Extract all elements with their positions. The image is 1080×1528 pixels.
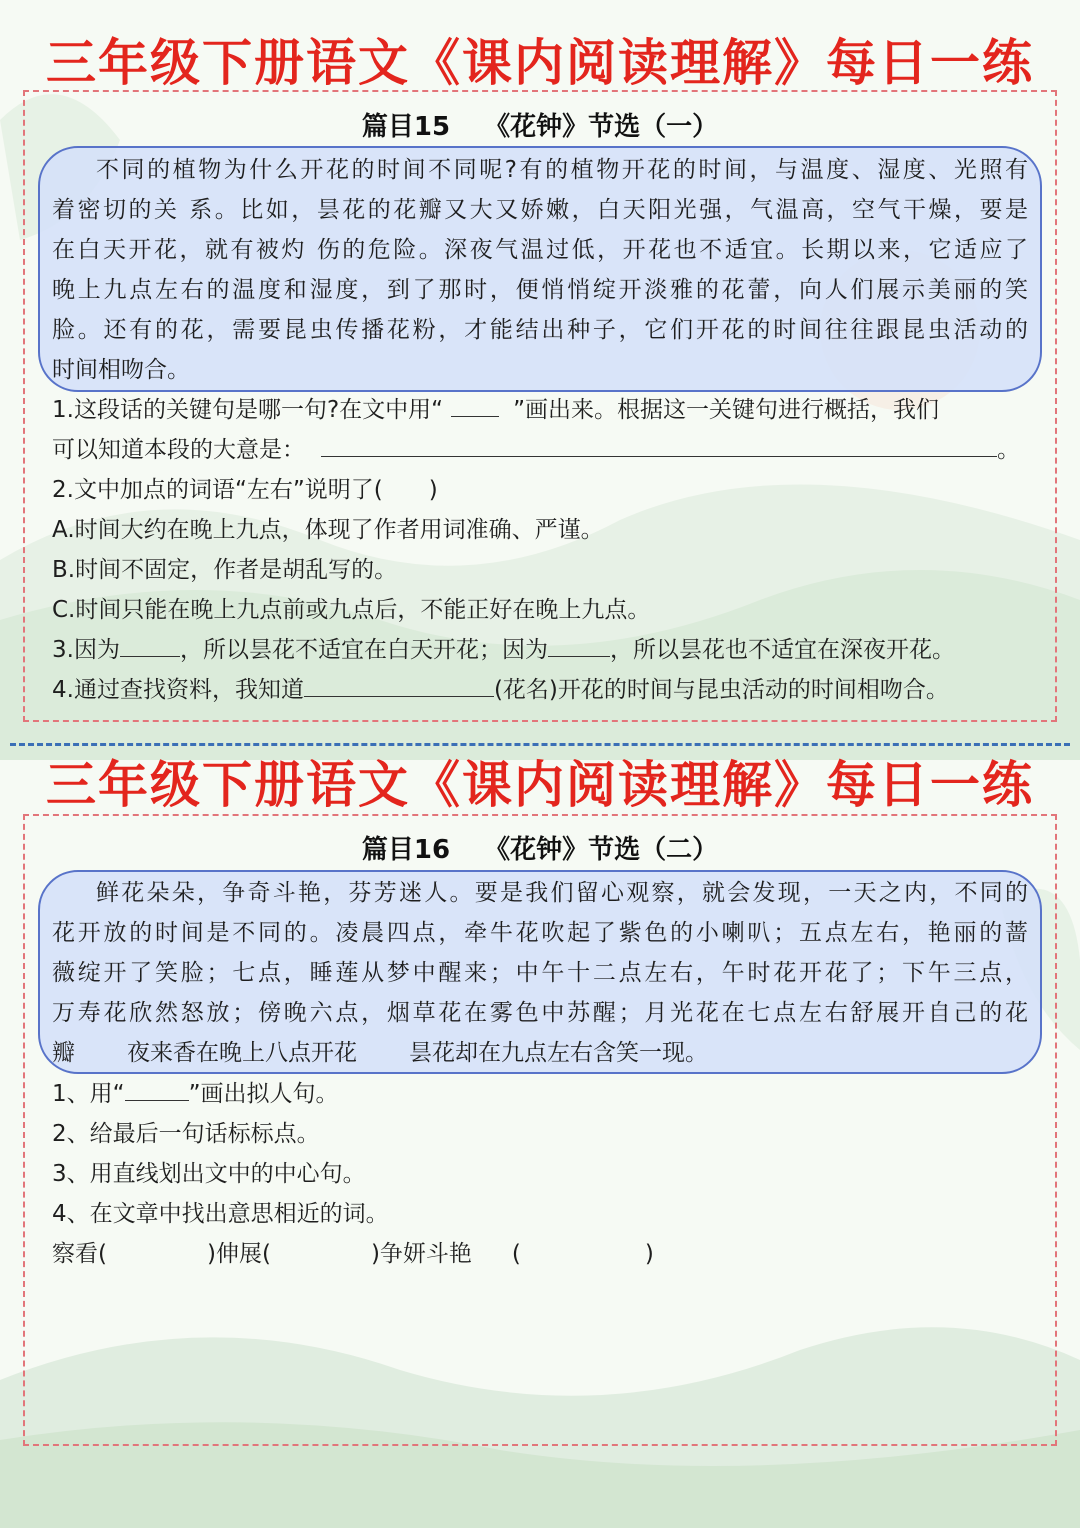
answer-blank[interactable] — [451, 390, 499, 417]
answer-blank[interactable] — [548, 630, 610, 657]
question-4: 4.通过查找资料，我知道 (花名)开花的时间与昆虫活动的时间相吻合。 — [0, 670, 1080, 710]
question-4: 4、在文章中找出意思相近的词。 — [52, 1201, 389, 1227]
question-1-summary: 可以知道本段的大意是： 。 — [0, 430, 1080, 470]
heading-number: 篇目16 — [361, 835, 451, 865]
option-b[interactable]: B.时间不固定，作者是胡乱写的。 — [52, 557, 398, 583]
passage-line: 脸。还有的花，需要昆虫传播花粉，才能结出种子，它们开花的时间往往跟昆虫活动的 — [52, 317, 1028, 343]
page-title: 三年级下册语文《课内阅读理解》每日一练 — [46, 34, 1034, 92]
question-1: 1.这段话的关键句是哪一句?在文中用“ ”画出来。根据这一关键句进行概括，我们 — [0, 390, 1080, 430]
section-heading-2 — [0, 833, 1080, 867]
heading-title: 《花钟》节选（二） — [484, 835, 719, 865]
passage-line: 花开放的时间是不同的。凌晨四点，牵牛花吹起了紫色的小喇叭；五点左右，艳丽的蔷 — [52, 920, 1028, 946]
answer-blank[interactable] — [304, 670, 494, 697]
passage-line: 时间相吻合。 — [52, 357, 190, 383]
heading-number: 篇目15 — [361, 112, 451, 142]
passage-line: 薇绽开了笑脸；七点，睡莲从梦中醒来；中午十二点左右，午时花开花了；下午三点， — [52, 960, 1028, 986]
passage-line: 万寿花欣然怒放；傍晚六点，烟草花在雾色中苏醒；月光花在七点左右舒展开自己的花 — [52, 1000, 1028, 1026]
page-title-2: 三年级下册语文《课内阅读理解》每日一练 — [46, 756, 1034, 814]
question-2: 2.文中加点的词语“左右”说明了( ) — [52, 477, 438, 503]
section-heading-1 — [0, 110, 1080, 144]
passage-line: 不同的植物为什么开花的时间不同呢?有的植物开花的时间，与温度、湿度、光照有 — [96, 157, 1028, 183]
heading-title: 《花钟》节选（一） — [484, 112, 719, 142]
question-3: 3、用直线划出文中的中心句。 — [52, 1161, 366, 1187]
passage-line: 在白天开花，就有被灼 伤的危险。深夜气温过低，开花也不适宜。长期以来，它适应了 — [52, 237, 1028, 263]
question-3: 3.因为 ，所以昙花不适宜在白天开花；因为 ，所以昙花也不适宜在深夜开花。 — [0, 630, 1080, 670]
passage-line: 着密切的关 系。比如，昙花的花瓣又大又娇嫩，白天阳光强，气温高，空气干燥，要是 — [52, 197, 1028, 223]
question-1: 1、用“ ”画出拟人句。 — [0, 1074, 1080, 1114]
passage-line: 鲜花朵朵，争奇斗艳，芬芳迷人。要是我们留心观察，就会发现，一天之内，不同的 — [96, 880, 1028, 906]
option-c[interactable]: C.时间只能在晚上九点前或九点后，不能正好在晚上九点。 — [52, 597, 651, 623]
question-2: 2、给最后一句话标标点。 — [52, 1121, 320, 1147]
similar-words-row: 察看( )伸展( )争妍斗艳 ( ) — [52, 1241, 654, 1267]
answer-blank[interactable] — [125, 1074, 189, 1101]
section-divider — [10, 743, 1070, 746]
answer-blank[interactable] — [321, 430, 997, 457]
option-a[interactable]: A.时间大约在晚上九点，体现了作者用词准确、严谨。 — [52, 517, 604, 543]
passage-line: 瓣 夜来香在晚上八点开花 昙花却在九点左右含笑一现。 — [52, 1040, 708, 1066]
answer-blank[interactable] — [120, 630, 180, 657]
passage-line: 晚上九点左右的温度和湿度，到了那时，便悄悄绽开淡雅的花蕾，向人们展示美丽的笑 — [52, 277, 1028, 303]
